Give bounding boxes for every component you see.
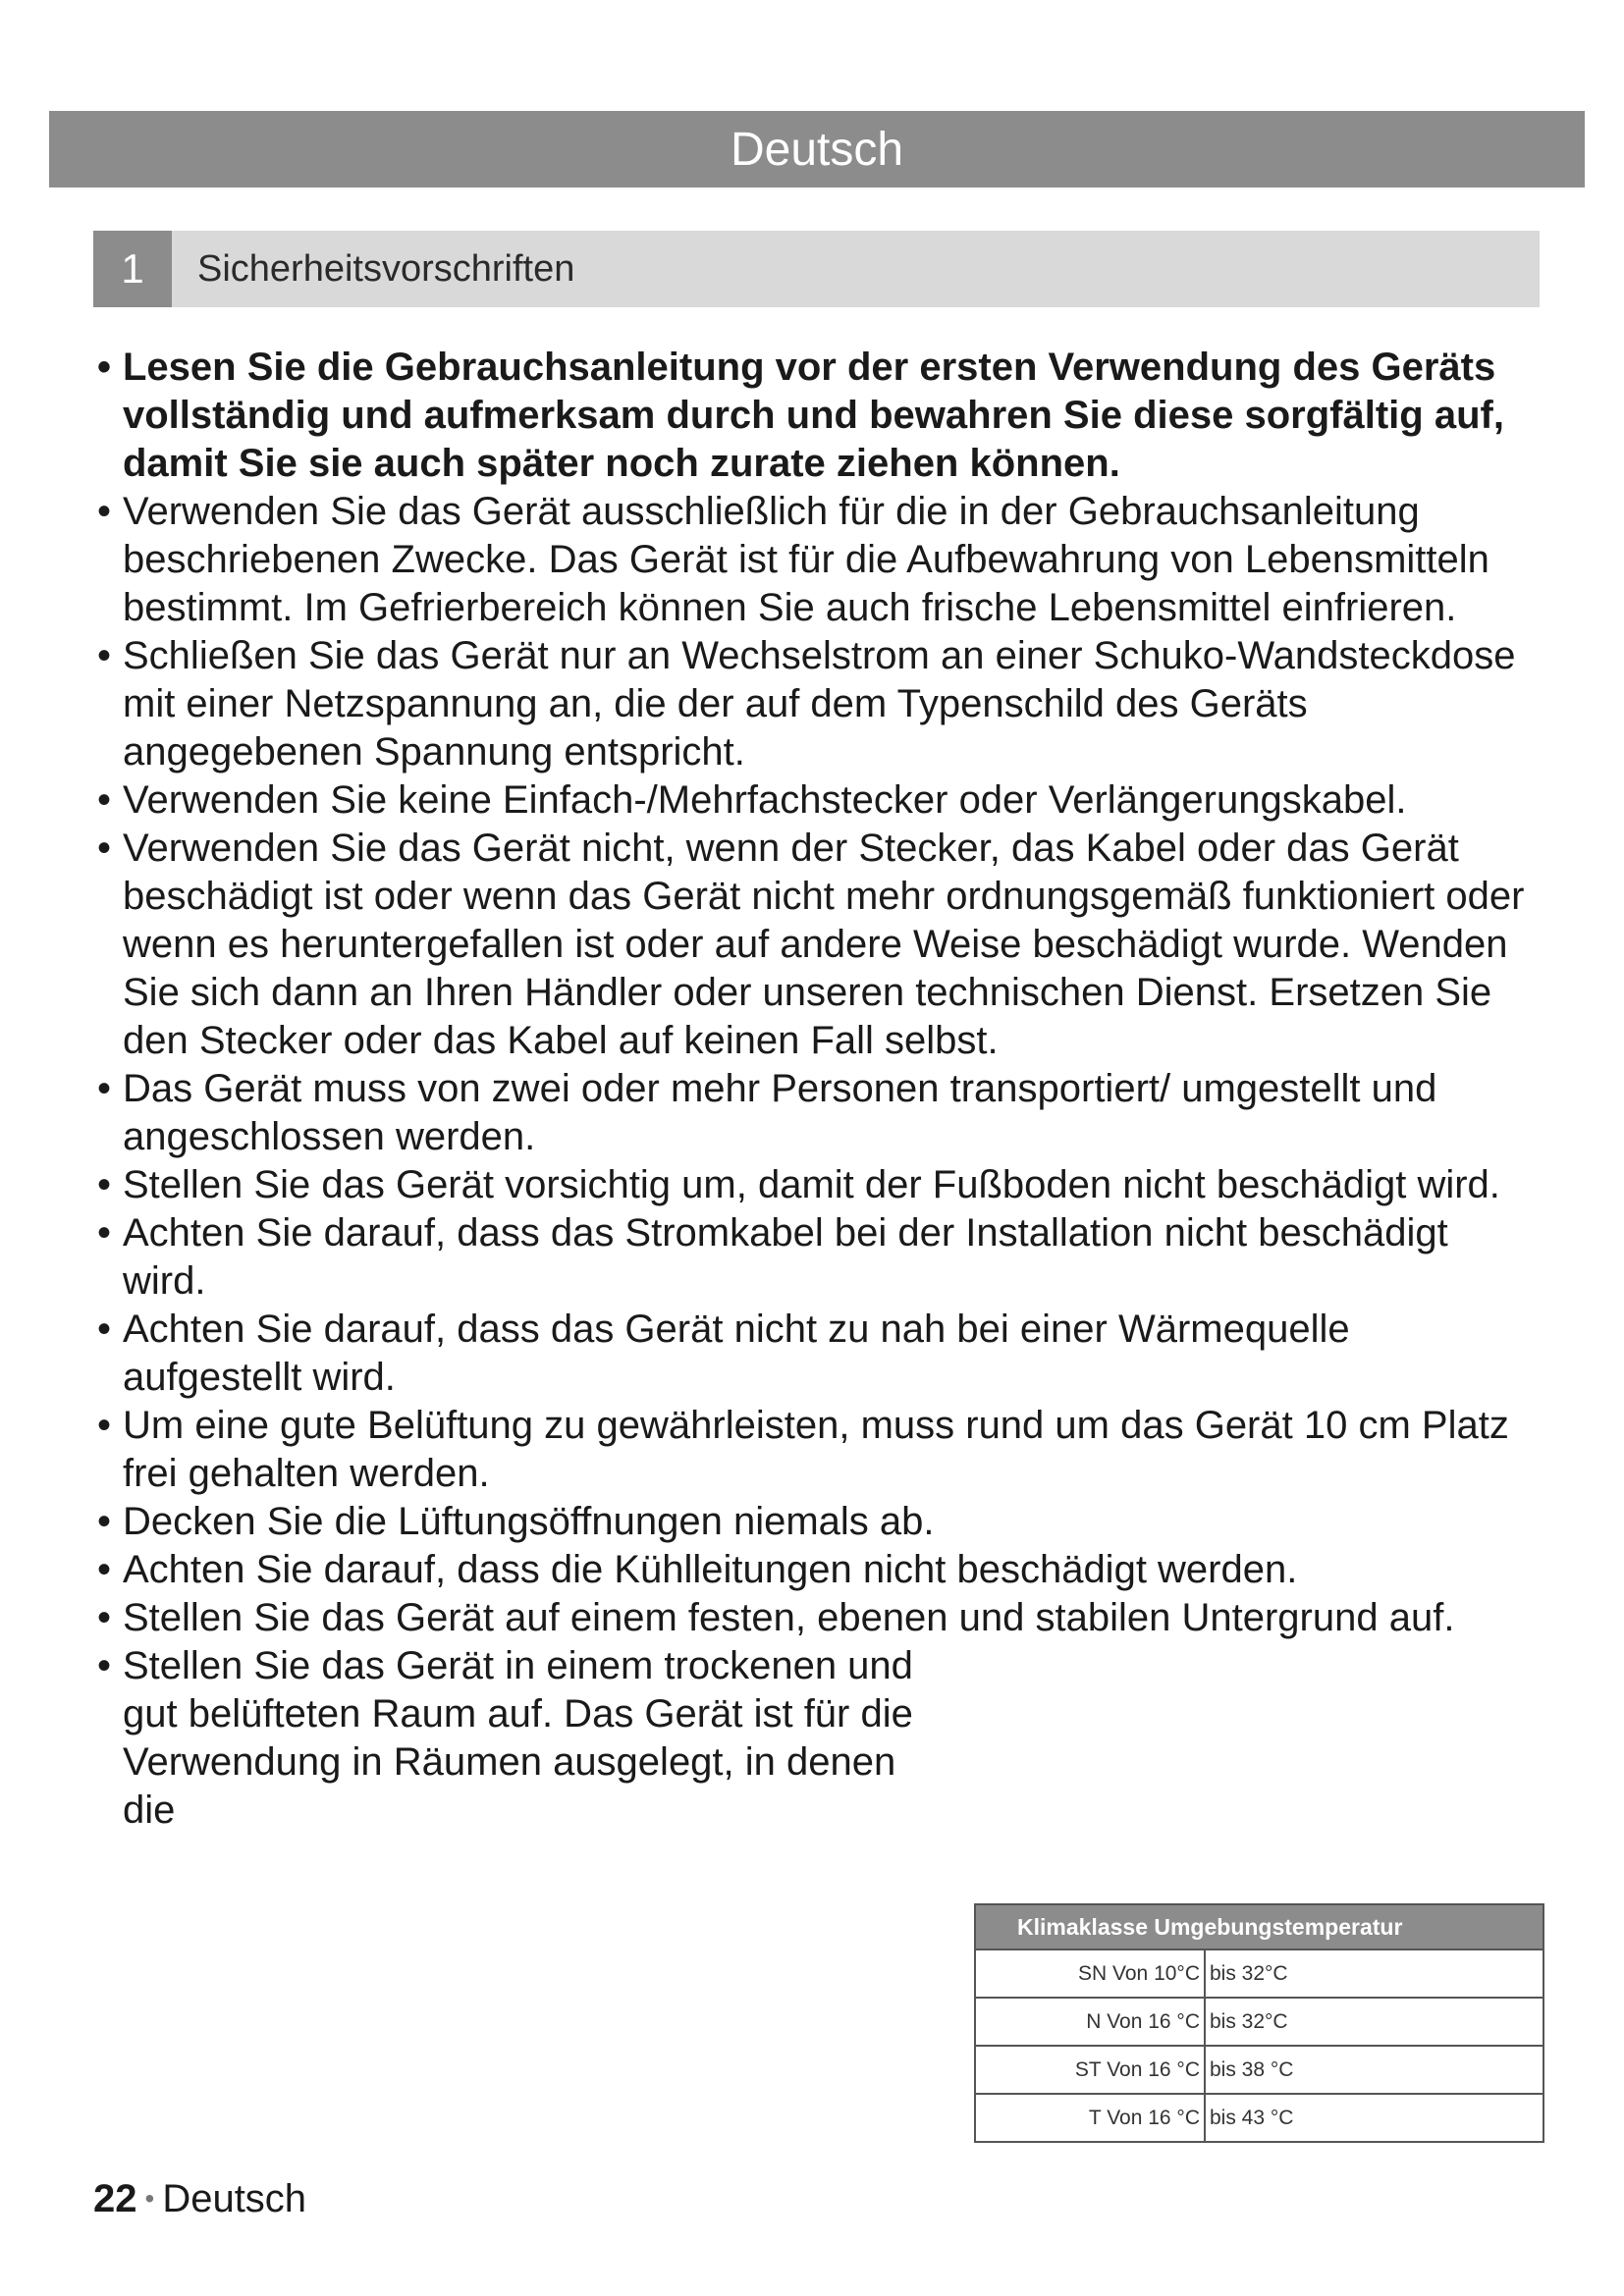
rule-text: Stellen Sie das Gerät auf einem festen, ebenen und stabilen Untergrund auf. [123,1596,1455,1639]
footer-separator: • [144,2183,155,2214]
rule-text: Das Gerät muss von zwei oder mehr Personen transportiert/ umgestellt und angeschlossen werden. [123,1067,1437,1158]
list-item [90,1498,1534,1546]
bullet-icon: • [96,1404,111,1447]
table-cell: bis 32°C [1205,1949,1543,1998]
bullet-icon: • [96,1548,111,1591]
rule-text: Stellen Sie das Gerät in einem trockenen und gut belüfteten Raum auf. Das Gerät ist für die Verwendung in Räumen ausgelegt, in denen die [123,1644,913,1832]
climate-class-table [974,1903,1544,2143]
bullet-icon: • [96,1596,111,1639]
table-cell: bis 38 °C [1205,2046,1543,2094]
table-row [975,1998,1543,2046]
rule-text: Verwenden Sie das Gerät nicht, wenn der Stecker, das Kabel oder das Gerät beschädigt ist oder wenn das Gerät nicht mehr ordnungsgemäß funktioniert oder wenn es heruntergefallen ist oder auf andere Weise beschädigt wurde. Wenden Sie sich dann an Ihren Händler oder unseren technischen Dienst. Ersetzen Sie den Stecker oder das Kabel auf keinen Fall selbst. [123,827,1525,1062]
list-item [90,1642,938,1835]
rule-text: Achten Sie darauf, dass die Kühlleitungen nicht beschädigt werden. [123,1548,1298,1591]
table-cell: ST Von 16 °C [975,2046,1205,2094]
table-cell: SN Von 10°C [975,1949,1205,1998]
bullet-icon: • [96,1163,111,1206]
table-cell: N Von 16 °C [975,1998,1205,2046]
bullet-icon: • [96,1644,111,1687]
section-header [93,231,1540,307]
rule-text: Decken Sie die Lüftungsöffnungen niemals ab. [123,1500,935,1543]
page-footer [93,2177,306,2221]
bullet-icon: • [96,1067,111,1110]
rule-text: Stellen Sie das Gerät vorsichtig um, damit der Fußboden nicht beschädigt wird. [123,1163,1500,1206]
table-cell: bis 43 °C [1205,2094,1543,2142]
rule-text: Achten Sie darauf, dass das Stromkabel bei der Installation nicht beschädigt wird. [123,1211,1448,1303]
bullet-icon: • [96,1211,111,1255]
table-header: Klimaklasse Umgebungstemperatur [975,1904,1543,1949]
table-row [975,2094,1543,2142]
page-number: 22 [93,2177,137,2220]
bullet-icon: • [96,1308,111,1351]
list-item [90,1594,1534,1642]
bullet-icon: • [96,827,111,870]
table-header-row [975,1904,1543,1949]
table-cell: bis 32°C [1205,1998,1543,2046]
list-item [90,1161,1534,1209]
section-number: 1 [93,231,172,307]
list-item [90,344,1534,488]
list-item [90,825,1534,1065]
footer-language: Deutsch [162,2177,307,2220]
list-item [90,1065,1534,1161]
list-item [90,632,1534,776]
table-row [975,1949,1543,1998]
list-item [90,1402,1534,1498]
list-item [90,1306,1534,1402]
list-item [90,1209,1534,1306]
list-item [90,488,1534,632]
safety-rules-list [90,344,1534,1835]
list-item [90,776,1534,825]
bullet-icon: • [96,778,111,822]
rule-text: Verwenden Sie keine Einfach-/Mehrfachstecker oder Verlängerungskabel. [123,778,1407,822]
table-cell: T Von 16 °C [975,2094,1205,2142]
language-header: Deutsch [49,111,1585,187]
rule-text: Um eine gute Belüftung zu gewährleisten, muss rund um das Gerät 10 cm Platz frei gehalten werden. [123,1404,1509,1495]
rule-text: Verwenden Sie das Gerät ausschließlich für die in der Gebrauchsanleitung beschriebenen Zwecke. Das Gerät ist für die Aufbewahrung von Lebensmitteln bestimmt. Im Gefrierbereich können Sie auch frische Lebensmittel einfrieren. [123,490,1489,629]
list-item [90,1546,1534,1594]
bullet-icon: • [96,1500,111,1543]
bullet-icon: • [96,634,111,677]
table-row [975,2046,1543,2094]
rule-text: Achten Sie darauf, dass das Gerät nicht zu nah bei einer Wärmequelle aufgestellt wird. [123,1308,1350,1399]
section-title: Sicherheitsvorschriften [197,247,575,290]
rule-text: Schließen Sie das Gerät nur an Wechselstrom an einer Schuko-Wandsteckdose mit einer Netzspannung an, die der auf dem Typenschild des Geräts angegebenen Spannung entspricht. [123,634,1516,774]
rule-text: Lesen Sie die Gebrauchsanleitung vor der ersten Verwendung des Geräts vollständig und aufmerksam durch und bewahren Sie diese sorgfältig auf, damit Sie sie auch später noch zurate ziehen können. [123,346,1504,485]
bullet-icon: • [96,490,111,533]
bullet-icon: • [96,346,111,389]
